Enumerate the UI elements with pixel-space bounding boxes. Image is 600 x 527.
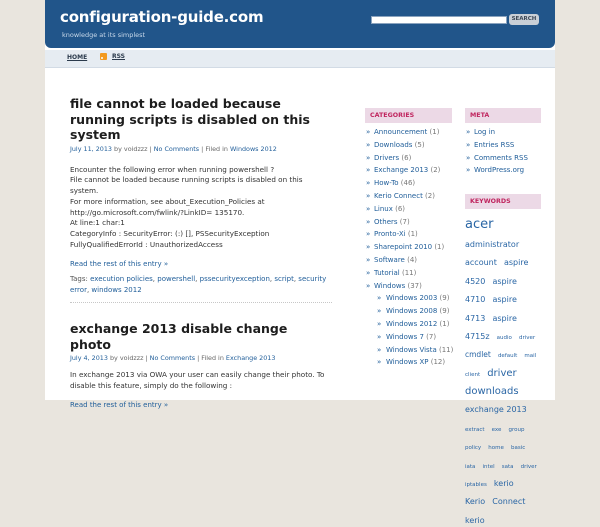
category-item[interactable] — [365, 139, 452, 152]
category-item[interactable] — [365, 177, 452, 190]
category-item[interactable] — [365, 356, 452, 369]
keyword-tag-link[interactable]: account — [465, 258, 497, 268]
keyword-tag-link[interactable]: home — [488, 445, 504, 452]
keyword-tag-link[interactable]: mail client — [465, 353, 537, 378]
category-item[interactable] — [365, 292, 452, 305]
post-body-line: In exchange 2013 via OWA your user can easily change their photo. To — [70, 370, 325, 379]
meta-widget — [465, 108, 541, 177]
post-body-line: disable this feature, simply do the following : — [70, 380, 233, 390]
category-link[interactable]: Downloads — [374, 140, 413, 149]
post-body — [70, 370, 332, 392]
category-count: (1) — [405, 230, 418, 239]
tags-label: Tags: — [70, 274, 88, 283]
category-count: (11) — [436, 345, 454, 354]
read-more-link[interactable]: Read the rest of this entry » — [70, 259, 169, 268]
categories-title: CATEGORIES — [365, 108, 452, 123]
site-tagline: knowledge at its simplest — [62, 31, 146, 39]
category-count: (1) — [437, 319, 450, 328]
category-item[interactable] — [365, 331, 452, 344]
post-meta: July 11, 2013 by voidzzz | No Comments | Filed in Windows 2012 — [70, 144, 277, 153]
nav-bar — [45, 50, 555, 68]
search-input[interactable] — [371, 16, 507, 24]
keyword-tag-link[interactable]: downloads — [465, 386, 519, 398]
keyword-tag-link[interactable]: audio — [496, 334, 512, 341]
keyword-tag-link[interactable]: driver — [519, 334, 536, 341]
site-header — [45, 0, 555, 48]
post-meta: July 4, 2013 by voidzzz | No Comments | Filed in Exchange 2013 — [70, 354, 276, 362]
keyword-tag-link[interactable]: cmdlet — [465, 350, 491, 360]
post-body — [70, 165, 332, 251]
tag-link[interactable]: script — [274, 274, 294, 283]
category-item[interactable] — [365, 280, 452, 293]
post-divider — [70, 302, 332, 303]
keyword-tag-link[interactable]: Kerio — [465, 497, 486, 507]
meta-title: META — [465, 108, 541, 123]
keyword-tag-link[interactable]: iata — [465, 463, 476, 470]
category-link[interactable]: Tutorial — [374, 268, 400, 277]
keyword-tag-link[interactable]: aspire 4713 — [465, 295, 517, 323]
category-item[interactable] — [365, 267, 452, 280]
category-link[interactable]: Kerio Connect — [374, 191, 423, 200]
category-link[interactable]: Windows — [374, 281, 406, 290]
category-link[interactable]: Announcement — [374, 128, 428, 136]
keyword-tag-link[interactable]: aspire 4715z — [465, 313, 517, 341]
post-body-line: For more information, see about_Execution_Policies at — [70, 196, 265, 206]
keyword-tag-link[interactable]: Connect — [492, 497, 526, 507]
post-entry — [70, 96, 332, 296]
category-count: (37) — [405, 281, 422, 290]
tag-link[interactable]: powershell — [157, 274, 196, 283]
category-count: (1) — [427, 128, 440, 136]
keyword-tag-link[interactable]: driver — [487, 367, 517, 379]
post-body-line: CategoryInfo : SecurityError: (:) [], PSSecurityException — [70, 229, 270, 239]
category-count: (9) — [437, 294, 450, 303]
category-count: (46) — [398, 179, 416, 188]
category-item[interactable] — [365, 203, 452, 216]
category-link[interactable]: Linux — [374, 204, 393, 213]
post-date-link[interactable]: July 11, 2013 — [70, 144, 112, 153]
keyword-tag-link[interactable]: default — [497, 353, 518, 360]
post-comments-link[interactable]: No Comments — [149, 354, 196, 362]
nav-rss-link[interactable] — [100, 53, 125, 60]
category-count: (4) — [404, 255, 417, 264]
category-count: (12) — [428, 358, 446, 367]
post-title-link[interactable]: file cannot be loaded because running scripts is disabled on this system — [70, 96, 310, 142]
keyword-tag-link[interactable]: aspire 4710 — [465, 276, 517, 305]
post-by: by — [114, 144, 122, 153]
categories-list — [365, 126, 452, 369]
category-link[interactable]: Sharepoint 2010 — [374, 243, 433, 252]
category-link[interactable]: Software — [374, 255, 405, 264]
keyword-tag-link[interactable]: intel — [482, 463, 495, 470]
post-comments-link[interactable]: No Comments — [153, 144, 200, 153]
meta-list — [465, 126, 541, 177]
tag-link[interactable]: windows 2012 — [91, 285, 142, 294]
category-link[interactable]: Windows 7 — [386, 332, 424, 341]
post-body-line: File cannot be loaded because running scripts is disabled on this system. — [70, 175, 303, 196]
category-item[interactable] — [365, 126, 452, 139]
post-author: voidzzz — [119, 354, 144, 362]
category-link[interactable]: Windows XP — [386, 358, 429, 367]
post-title-link[interactable]: exchange 2013 disable change photo — [70, 321, 288, 352]
category-count: (2) — [428, 166, 441, 175]
site-title[interactable]: configuration-guide.com — [60, 8, 264, 26]
category-item[interactable] — [365, 190, 452, 203]
keyword-tag-link[interactable]: exe — [491, 426, 502, 433]
category-link[interactable]: Others — [374, 217, 398, 226]
read-more-link[interactable]: Read the rest of this entry » — [70, 400, 169, 409]
post-date-link[interactable]: July 4, 2013 — [70, 354, 108, 362]
category-link[interactable]: How-To — [374, 179, 399, 188]
nav-rss-label: RSS — [112, 53, 125, 60]
category-item[interactable] — [365, 305, 452, 318]
meta-item[interactable]: » Comments RSS — [465, 152, 541, 165]
category-item[interactable] — [365, 344, 452, 357]
category-item[interactable] — [365, 216, 452, 229]
post-filed-in: Filed in — [201, 354, 224, 362]
keyword-tag-link[interactable]: exchange 2013 — [465, 405, 527, 415]
category-link[interactable]: Windows Vista — [386, 345, 437, 354]
category-item[interactable] — [365, 164, 452, 177]
keyword-tag-link[interactable]: aspire — [503, 258, 529, 268]
category-link[interactable]: Exchange 2013 — [374, 166, 429, 175]
post-by: by — [109, 354, 118, 362]
meta-item[interactable]: » Entries RSS — [465, 139, 541, 152]
post-entry — [70, 321, 332, 409]
keyword-tag-link[interactable]: sata — [501, 463, 514, 470]
rss-icon — [100, 53, 107, 60]
keyword-tag-link[interactable]: 4520 — [465, 276, 486, 286]
meta-item[interactable]: » WordPress.org — [465, 164, 541, 177]
category-link[interactable]: Drivers — [374, 153, 400, 162]
post-author: voidzzz — [123, 144, 148, 153]
keywords-widget — [465, 194, 541, 527]
category-count: (6) — [399, 153, 412, 162]
category-count: (11) — [399, 268, 417, 277]
meta-item[interactable]: » Log in — [465, 126, 541, 139]
category-item[interactable] — [365, 254, 452, 267]
keyword-tag-link[interactable]: basic — [510, 445, 526, 452]
category-item[interactable] — [365, 228, 452, 241]
post-body-line: http://go.microsoft.com/fwlink/?LinkID= 135170. — [70, 207, 245, 217]
category-link[interactable]: Windows 2008 — [386, 307, 438, 316]
tag-link[interactable]: execution policies — [90, 274, 153, 283]
keyword-tag-link[interactable]: iptables — [465, 482, 487, 489]
tag-link[interactable]: security error — [70, 274, 327, 294]
search-button[interactable]: SEARCH — [509, 14, 539, 25]
post-category-link[interactable]: Exchange 2013 — [225, 354, 276, 362]
category-item[interactable] — [365, 241, 452, 254]
category-link[interactable]: Windows 2003 — [386, 294, 438, 303]
tag-link[interactable]: pssecurityexception — [199, 274, 270, 283]
category-count: (7) — [423, 332, 437, 341]
keyword-tag-link[interactable]: driver — [520, 463, 537, 470]
category-count: (7) — [397, 217, 410, 226]
categories-widget — [365, 108, 452, 369]
category-count: (6) — [392, 204, 406, 213]
post-body-line: At line:1 char:1 — [70, 218, 125, 228]
category-item[interactable] — [365, 152, 452, 165]
keyword-tag-link[interactable]: administrator — [465, 239, 520, 249]
keyword-tag-link[interactable]: kerio — [493, 479, 514, 489]
category-link[interactable]: Windows 2012 — [386, 319, 438, 328]
category-count: (9) — [437, 307, 450, 316]
keyword-tag-link[interactable]: kerio — [465, 515, 485, 525]
category-count: (1) — [432, 243, 445, 252]
post-body-line: Encounter the following error when running powershell ? — [70, 164, 275, 174]
category-count: (5) — [412, 140, 425, 149]
post-tags: Tags: execution policies, powershell, pssecurityexception, script, security error, windows 2012 — [70, 274, 327, 294]
keyword-tag-link[interactable]: policy — [465, 445, 482, 452]
category-count: (2) — [422, 191, 435, 200]
post-category-link[interactable]: Windows 2012 — [229, 144, 277, 153]
category-item[interactable] — [365, 318, 452, 331]
keyword-tag-link[interactable]: group — [508, 426, 525, 433]
category-link[interactable]: Pronto-Xi — [374, 230, 406, 239]
keywords-title: KEYWORDS — [465, 194, 541, 209]
nav-home-link[interactable]: HOME — [67, 54, 88, 61]
post-filed-in: Filed in — [205, 144, 228, 153]
post-body-line: FullyQualifiedErrorId : UnauthorizedAccess — [70, 240, 223, 250]
keyword-tag-link[interactable]: acer — [465, 217, 494, 232]
keyword-tag-link[interactable]: extract — [465, 426, 485, 433]
tag-cloud — [465, 214, 539, 527]
